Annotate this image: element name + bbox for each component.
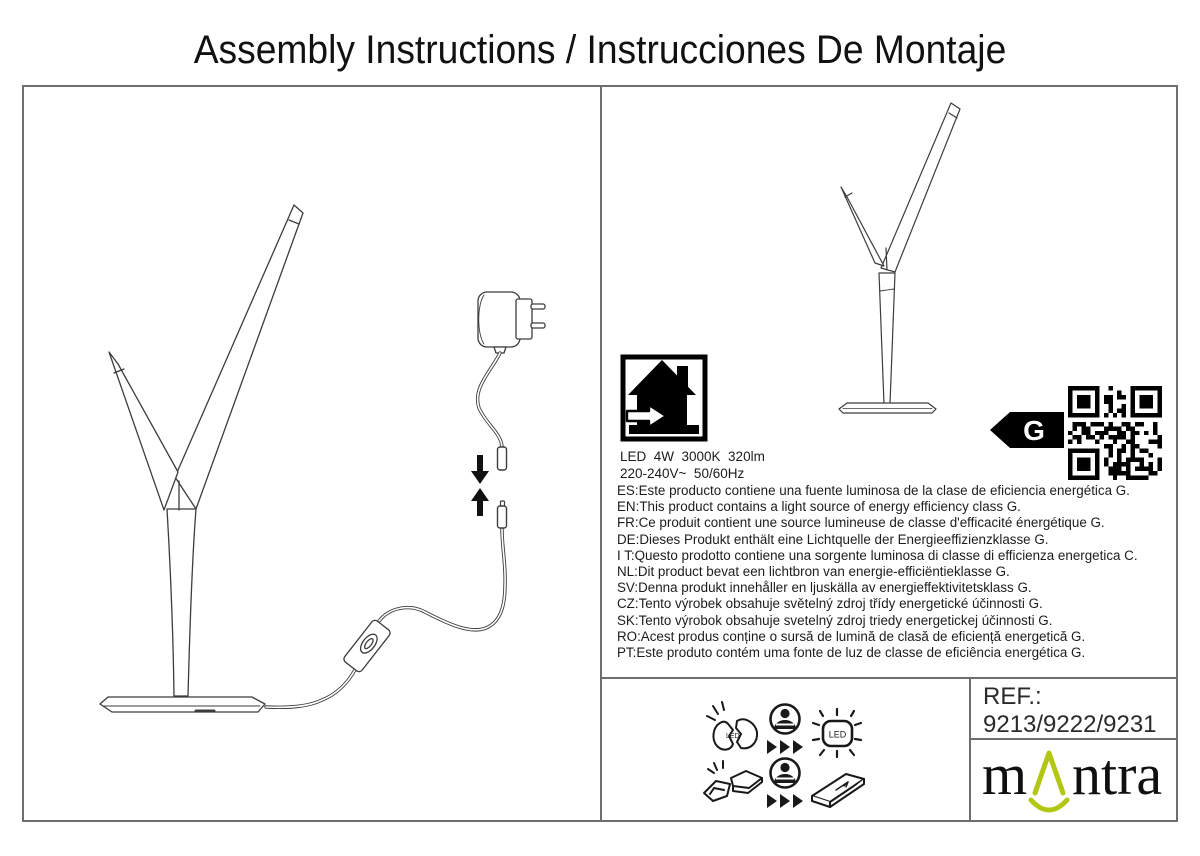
energy-statement: SV:Denna produkt innehåller en ljuskälla av energieffektivitetsklass G. [617, 580, 1032, 596]
lamp-stem [879, 273, 895, 404]
brand-logo [976, 742, 1176, 820]
lamp-arm-right [881, 103, 960, 272]
energy-statement: FR:Ce produit contient une source lumineuse de classe d'efficacité énergétique G. [617, 515, 1105, 531]
broken-driver-icon [700, 760, 766, 810]
energy-statement: NL:Dit product bevat een lichtbron van energie-efficiëntieklasse G. [617, 564, 1010, 580]
svg-text:LED: LED [726, 733, 740, 740]
led-driver-icon [806, 764, 868, 810]
power-cable [379, 529, 505, 630]
adapter-cable [478, 353, 502, 446]
energy-class-arrow-icon [988, 410, 1066, 450]
energy-statement: CZ:Tento výrobek obsahuje světelný zdroj třídy energetické účinnosti G. [617, 596, 1043, 612]
arrow-down-icon [471, 455, 489, 484]
energy-statement: RO:Acest produs conține o sursă de lumină de clasă de eficiență energetică G. [617, 628, 1086, 644]
brand-logo-text: ntra [1072, 742, 1163, 807]
lamp-arm-left [841, 187, 884, 266]
spec-line-2: 220-240V~ 50/60Hz [620, 466, 745, 481]
ref-value: 9213/9222/9231 [983, 711, 1157, 738]
service-person-icon [764, 756, 808, 812]
qr-code [1068, 386, 1162, 480]
broken-led-icon [704, 699, 762, 757]
plug-pin [531, 323, 545, 328]
svg-text:LED: LED [828, 729, 847, 740]
lamp-stem [167, 509, 196, 696]
lamp-assembly-diagram [24, 87, 598, 818]
indoor-use-house-icon [620, 354, 708, 442]
brand-logo-text: m [982, 742, 1028, 807]
energy-statement: EN:This product contains a light source of energy efficiency class G. [617, 499, 1021, 515]
lamp-base [839, 403, 936, 413]
footer-divider [602, 677, 1176, 679]
power-adapter [478, 292, 545, 353]
energy-statement: ES:Este producto contiene una fuente luminosa de la clase de eficiencia energética G. [617, 483, 1130, 498]
page-title: Assembly Instructions / Instrucciones De Montaje [193, 28, 1007, 72]
energy-statements [617, 483, 1173, 661]
inline-switch [342, 619, 391, 674]
service-person-icon [764, 702, 808, 758]
plug-pin [531, 304, 545, 309]
lamp-base [100, 697, 265, 712]
energy-statement: SK:Tento výrobok obsahuje svetelný zdroj triedy energetickej účinnosti G. [617, 612, 1053, 628]
ref-cell-divider [969, 679, 971, 820]
energy-statement: DE:Dieses Produkt enthält eine Lichtquelle der Energieeffizienzklasse G. [617, 531, 1049, 547]
energy-statement: PT:Este produto contém uma fonte de luz de classe de eficiência energética G. [617, 645, 1086, 661]
connector-male [498, 506, 507, 528]
brand-caret-smile-icon [1026, 748, 1072, 822]
ref-label: REF.: [983, 683, 1042, 710]
triple-arrow-icon [767, 794, 803, 808]
connector-female [498, 447, 507, 470]
led-module-glowing-icon [810, 706, 864, 760]
lamp-arm-left [109, 352, 178, 510]
triple-arrow-icon [767, 740, 803, 754]
energy-statement: I T:Questo prodotto contiene una sorgente luminosa di classe di efficienza energetica C. [617, 547, 1138, 563]
lamp-arm-right [175, 205, 303, 509]
spec-line-1: LED 4W 3000K 320lm [620, 449, 765, 464]
arrow-up-icon [471, 488, 489, 516]
energy-class-letter: G [1023, 415, 1045, 446]
power-cable [266, 668, 356, 707]
